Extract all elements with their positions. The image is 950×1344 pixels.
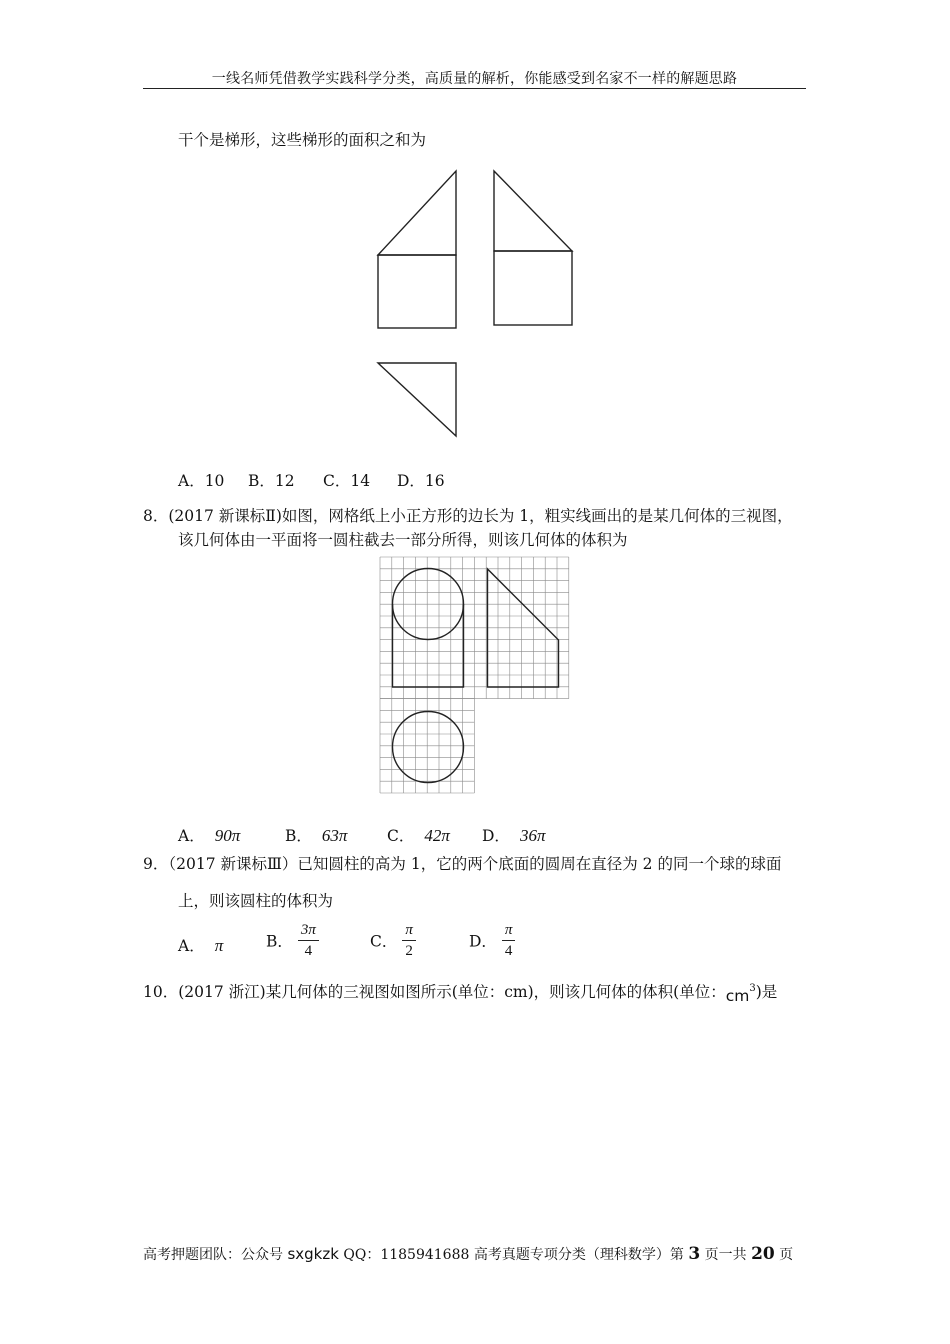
q10-unit: cm — [725, 987, 750, 1005]
q7-option-d: D．16 — [397, 472, 445, 490]
q10-stem — [143, 980, 778, 1005]
q9-option-a-label: A． — [178, 937, 205, 955]
footer-team: 高考押题团队：公众号 — [143, 1247, 288, 1263]
q9-option-d-numerator: π — [502, 920, 516, 941]
q7-option-b: B．12 — [248, 472, 295, 490]
q10-unit-exponent: 3 — [749, 982, 756, 994]
q9-option-b-fraction — [298, 920, 319, 961]
q9-option-b-label: B． — [266, 932, 293, 951]
q9-option-a-value: π — [214, 936, 224, 955]
q9-option-d — [469, 920, 515, 961]
footer-page-number: 3 — [688, 1244, 701, 1264]
q8-option-b — [285, 824, 347, 846]
q7-option-c: C．14 — [323, 472, 371, 490]
footer-qq: QQ：1185941688 高考真题专项分类（理科数学）第 — [338, 1247, 689, 1263]
footer-account: sxgkzk — [287, 1245, 339, 1263]
q10-stem-end: )是 — [755, 983, 778, 1001]
q7-three-view-figure — [370, 165, 585, 445]
q8-option-a — [178, 824, 240, 846]
q9-stem-line1: 9．（2017 新课标Ⅲ）已知圆柱的高为 1，它的两个底面的圆周在直径为 2 的同一个球的球面 — [143, 855, 782, 873]
q8-front-view-body — [393, 604, 464, 687]
q7-front-view-triangle — [378, 171, 456, 255]
q7-option-a: A．10 — [178, 472, 225, 490]
q7-front-view-square — [378, 255, 456, 328]
q9-option-a — [178, 934, 223, 956]
q8-option-a-value: 90π — [214, 826, 241, 845]
q9-option-c-label: C． — [370, 932, 398, 951]
q9-option-c-fraction — [402, 920, 416, 961]
q7-stem-continuation: 干个是梯形，这些梯形的面积之和为 — [178, 131, 427, 149]
q8-option-b-label: B． — [285, 827, 312, 845]
q8-option-a-label: A． — [178, 827, 205, 845]
q8-option-d-value: 36π — [519, 826, 546, 845]
q8-option-d-label: D． — [482, 827, 510, 845]
q9-option-b — [266, 920, 319, 961]
q9-option-d-denominator: 4 — [504, 943, 513, 959]
q7-side-view-triangle — [494, 171, 572, 251]
q8-option-c — [387, 824, 450, 846]
footer-total-pages: 20 — [751, 1244, 775, 1264]
q8-stem-line2: 该几何体由一平面将一圆柱截去一部分所得，则该几何体的体积为 — [178, 531, 628, 549]
q9-option-b-numerator: 3π — [298, 920, 319, 941]
footer-page-suffix: 页 — [774, 1247, 794, 1263]
q8-option-b-value: 63π — [321, 826, 348, 845]
page-header: 一线名师凭借教学实践科学分类，高质量的解析，你能感受到名家不一样的解题思路 — [211, 71, 738, 87]
q7-top-view-triangle — [378, 363, 456, 436]
q8-option-d — [482, 824, 545, 846]
q8-stem-line1: 8．(2017 新课标Ⅱ)如图，网格纸上小正方形的边长为 1，粗实线画出的是某几何体的三视图， — [143, 507, 793, 525]
header-rule — [143, 88, 806, 89]
q8-grid-three-view-figure — [380, 557, 572, 797]
q7-side-view-square — [494, 251, 572, 325]
q8-option-c-value: 42π — [424, 826, 450, 845]
q9-stem-line2: 上，则该圆柱的体积为 — [178, 892, 334, 910]
q9-option-c — [370, 920, 416, 961]
q8-option-c-label: C． — [387, 827, 415, 845]
q9-option-d-fraction — [502, 920, 516, 961]
page-footer — [143, 1244, 793, 1264]
q9-option-c-denominator: 2 — [405, 943, 413, 959]
q9-option-b-denominator: 4 — [304, 943, 313, 959]
footer-page-sep: 页一共 — [700, 1247, 752, 1263]
q10-stem-text: 10．(2017 浙江)某几何体的三视图如图所示(单位：cm)，则该几何体的体积(单位： — [143, 983, 726, 1001]
q9-option-d-label: D． — [469, 932, 497, 951]
q9-option-c-numerator: π — [402, 920, 416, 941]
